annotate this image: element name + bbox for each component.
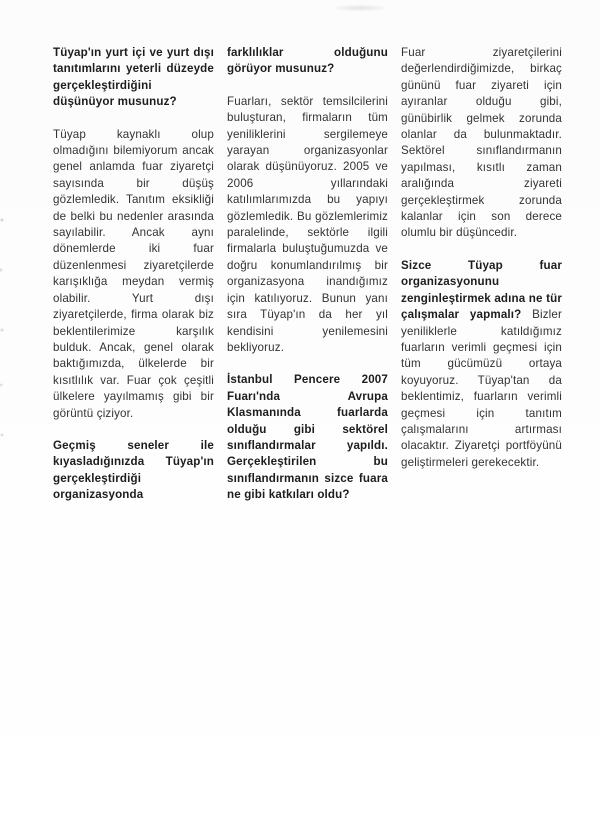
interview-article <box>53 45 563 504</box>
interview-question: Tüyap'ın yurt içi ve yurt dışı tanıtımlarını yeterli düzeyde gerçekleştirdiğini düşünüyor musunuz? <box>53 46 214 109</box>
scan-artifact <box>0 200 5 460</box>
scan-artifact <box>330 4 390 12</box>
article-column-3 <box>401 45 562 504</box>
interview-answer-inline: Bizler yeniliklerle katıldığımız fuarların verimli geçmesi için tüm gücümüzü ortaya koyuyoruz. Tüyap'tan da beklentimiz, fuarların verimli geçmesi için tanıtım çalışmalarını artırması olacaktır. Ziyaretçi portföyünü geliştirmeleri gerekecektir. <box>401 308 562 469</box>
interview-answer: Tüyap kaynaklı olup olmadığını bilemiyorum ancak genel anlamda fuar ziyaretçi sayısında bir düşüş gözlemledik. Tanıtım eksikliği de belki bu nedenler arasında sayılabilir. Ancak aynı dönemlerde iki fuar düzenlenmesi ziyaretçilerde karışıklığa meydan vermiş olabilir. Yurt dışı ziyaretçilerde, firma olarak biz beklentilerimize karşılık bulduk. Ancak, genel olarak baktığımızda, ülkelerde bir kısıtlılık var. Fuar çok çeşitli ülkelere yayılmamış gibi bir görüntü çiziyor. <box>53 127 214 420</box>
interview-question-inline: Sizce Tüyap fuar organizasyonunu zenginleştirmek adına ne tür çalışmalar yapmalı? <box>401 258 562 322</box>
article-column-2 <box>227 45 388 504</box>
interview-answer: Fuarları, sektör temsilcilerini buluşturan, firmaların tüm yeniliklerini sergilemeye yarayan organizasyonlar olarak düşünüyoruz. 2005 ve 2006 yıllarındaki katılımlarımızda bu yapıyı gözlemledik. Bu gözlemlerimiz paralelinde, sektörle ilgili firmalarla buluştuğumuzda ve doğru konumlandırılmış bir organizasyona inandığımız için katılıyoruz. Bunun yanı sıra Tüyap'ın da her yıl kendisini yenilemesini bekliyoruz. <box>227 94 388 354</box>
interview-question: Geçmiş seneler ile kıyasladığınızda Tüyap'ın gerçekleştirdiği organizasyonda <box>53 438 214 502</box>
interview-question-answer <box>401 258 562 471</box>
interview-question: İstanbul Pencere 2007 Fuarı'nda Avrupa Klasmanında fuarlarda olduğu gibi sektörel sınıflandırmalar yapıldı. Gerçekleştirilen bu sınıflandırmanın sizce fuara ne gibi katkıları oldu? <box>227 373 388 502</box>
interview-question: farklılıklar olduğunu görüyor musunuz? <box>227 46 388 76</box>
article-column-1 <box>53 45 214 504</box>
interview-answer: Fuar ziyaretçilerini değerlendirdiğimizde, birkaç gününü fuar ziyareti için ayıranlar olduğu gibi, günübirlik gelmek zorunda olanlar da bulunmaktadır. Sektörel sınıflandırmanın yapılması, kısıtlı zaman aralığında ziyareti gerçekleştirmek zorunda kalanlar için son derece olumlu bir düşüncedir. <box>401 46 562 240</box>
